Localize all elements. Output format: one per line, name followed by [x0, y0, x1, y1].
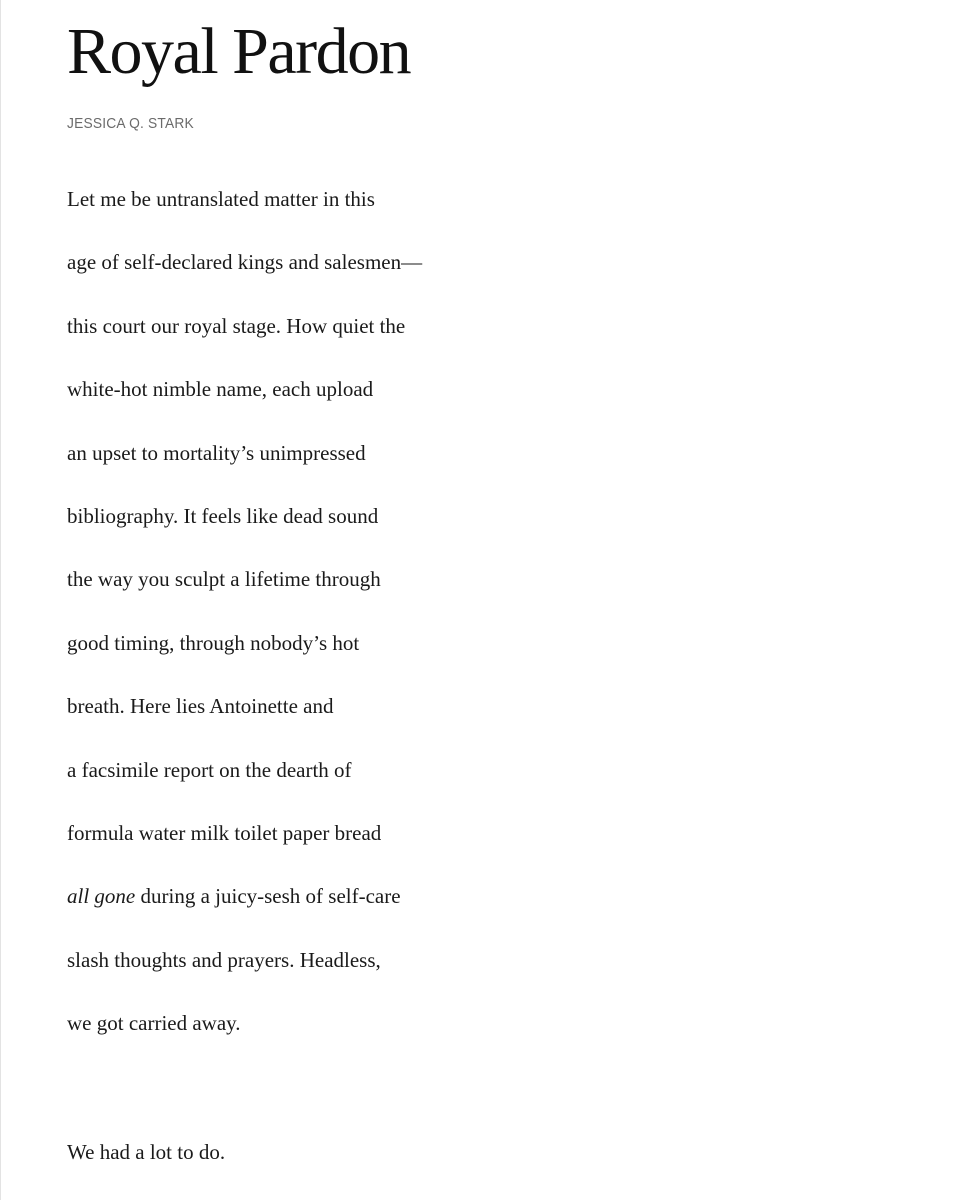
poem-line: good timing, through nobody’s hot — [67, 630, 360, 655]
poem-line: age of self-declared kings and salesmen— — [67, 250, 423, 275]
poem-line: slash thoughts and prayers. Headless, — [67, 947, 381, 972]
poem-line-with-italic — [67, 865, 422, 928]
stanza-1 — [67, 168, 422, 1056]
poem-line: We had a lot to do. — [67, 1140, 226, 1164]
poem-line-remainder: during a juicy-sesh of self-care — [135, 884, 401, 909]
poem-line: this court our royal stage. How quiet the — [67, 313, 406, 338]
poem-title: Royal Pardon — [67, 15, 411, 88]
poem-line: a facsimile report on the dearth of — [67, 757, 352, 782]
poem-line: breath. Here lies Antoinette and — [67, 694, 334, 719]
poem-line: an upset to mortality’s unimpressed — [67, 440, 366, 465]
poem-line: white-hot nimble name, each upload — [67, 377, 374, 402]
poem-line: Let me be untranslated matter in this — [67, 187, 375, 211]
poem-line: bibliography. It feels like dead sound — [67, 504, 379, 529]
poem-line: formula water milk toilet paper bread — [67, 821, 382, 846]
poem-line: we got carried away. — [67, 1011, 241, 1036]
poem-author: JESSICA Q. STARK — [67, 115, 194, 132]
poem-line: the way you sculpt a lifetime through — [67, 567, 381, 592]
poem-line-italic-phrase: all gone — [67, 884, 136, 909]
stanza-2 — [67, 1121, 225, 1184]
